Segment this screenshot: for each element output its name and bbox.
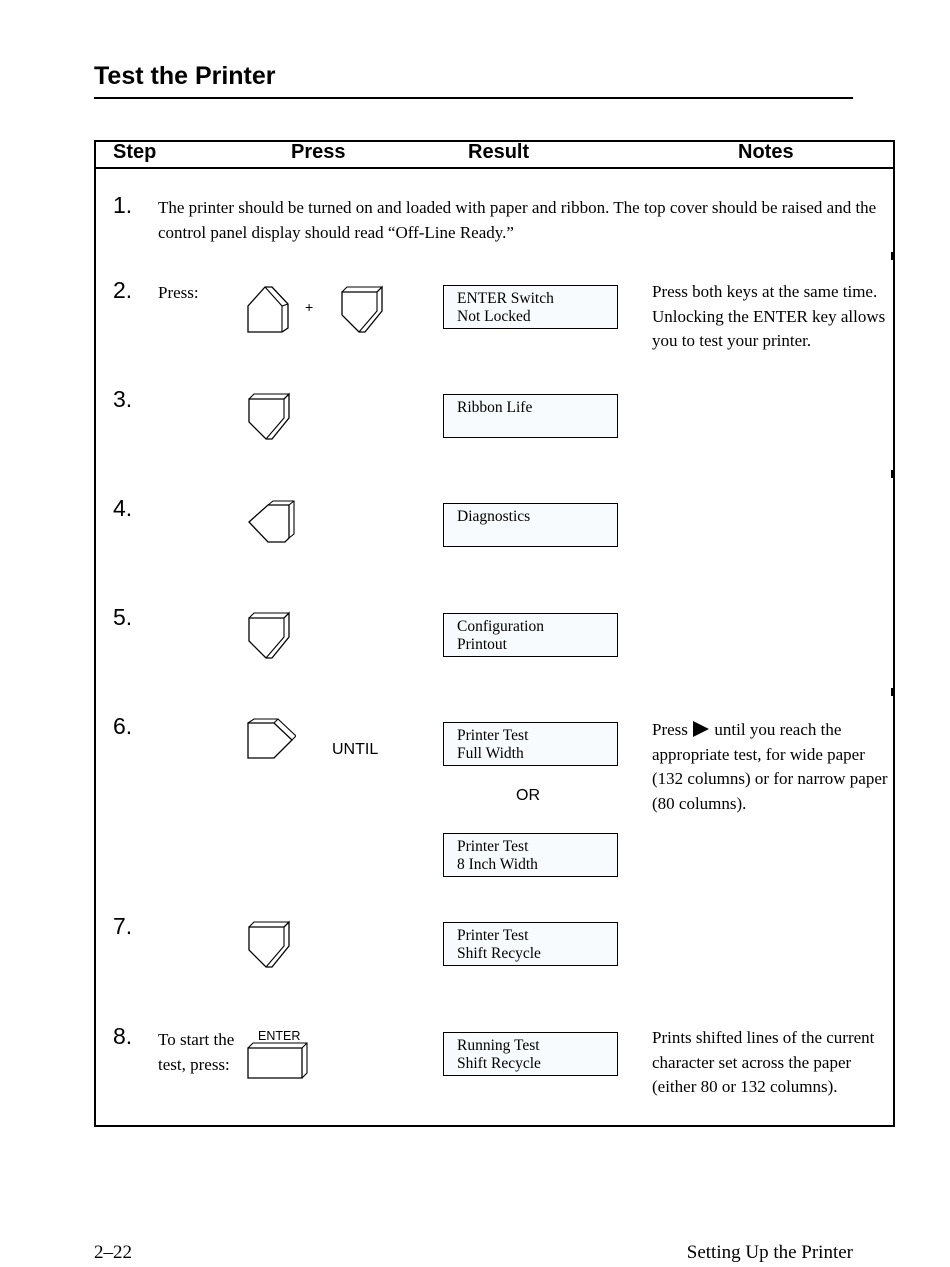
title-rule [94,97,853,99]
plus-sign: + [305,299,314,315]
down-arrow-key-icon [246,391,296,443]
lcd-display [443,922,618,966]
table-header-rule [94,167,895,169]
lcd-display [443,613,618,657]
row-separator-tick [94,252,96,260]
lcd-line-2: Full Width [457,744,524,762]
lcd-display [443,503,618,547]
lcd-line-2: Not Locked [457,307,531,325]
page-title: Test the Printer [94,62,276,90]
step-number: 2. [113,277,133,303]
row-separator-tick [891,252,893,260]
enter-key-icon [246,1042,310,1082]
lcd-line-1: Printer Test [457,927,529,944]
lcd-display [443,285,618,329]
enter-key-label: ENTER [258,1029,301,1043]
chapter-title: Setting Up the Printer [686,1242,853,1263]
right-triangle-icon [692,721,710,737]
lcd-line-2: Shift Recycle [457,1054,541,1072]
header-notes: Notes [738,141,794,163]
down-arrow-key-icon [246,919,296,971]
lcd-line-1: Printer Test [457,727,529,744]
lcd-display [443,1032,618,1076]
lcd-line-2: Printout [457,635,507,653]
lcd-line-2: Shift Recycle [457,944,541,962]
row-separator-tick [891,688,893,696]
step-1-text: The printer should be turned on and loaded with paper and ribbon. The top cover should be raised and the control panel display should read “Off-Line Ready.” [158,198,877,242]
row-separator-tick [891,470,893,478]
note-prefix: Press [652,720,688,739]
lcd-line-1: Configuration [457,618,544,635]
press-label [158,1027,234,1077]
right-arrow-key-icon [246,718,296,770]
lcd-display [443,394,618,438]
press-label: Press: [158,283,199,302]
lcd-line-1: Ribbon Life [457,399,533,416]
until-label: UNTIL [332,741,379,758]
lcd-display [443,833,618,877]
note-suffix: until you reach the appropriate test, for wide paper (132 columns) or for narrow paper (80 columns). [652,720,888,813]
press-label-line-1: To start the [158,1030,235,1049]
lcd-line-1: Diagnostics [457,508,531,525]
page-number: 2–22 [94,1242,132,1263]
step-8-note: Prints shifted lines of the current character set across the paper (either 80 or 132 columns). [652,1028,875,1096]
step-2-note: Press both keys at the same time. Unlocking the ENTER key allows you to test your printer. [652,282,886,350]
step-number: 6. [113,713,133,739]
row-separator-tick [94,688,96,696]
left-arrow-key-icon [246,500,296,552]
lcd-line-1: Running Test [457,1037,540,1054]
step-number: 5. [113,604,133,630]
lcd-display [443,722,618,766]
down-arrow-key-icon [339,284,389,336]
step-number: 8. [113,1023,133,1049]
up-arrow-key-icon [246,284,296,336]
lcd-line-2: 8 Inch Width [457,855,538,873]
lcd-line-1: Printer Test [457,838,529,855]
row-separator-tick [94,470,96,478]
or-label: OR [516,787,540,804]
step-number: 4. [113,495,133,521]
step-number: 1. [113,192,133,218]
header-step: Step [113,141,157,163]
step-number: 7. [113,913,133,939]
step-6-note [652,718,892,816]
header-press: Press [291,141,346,163]
lcd-line-1: ENTER Switch [457,290,554,307]
down-arrow-key-icon [246,610,296,662]
header-result: Result [468,141,530,163]
step-number: 3. [113,386,133,412]
press-label-line-2: test, press: [158,1055,230,1074]
